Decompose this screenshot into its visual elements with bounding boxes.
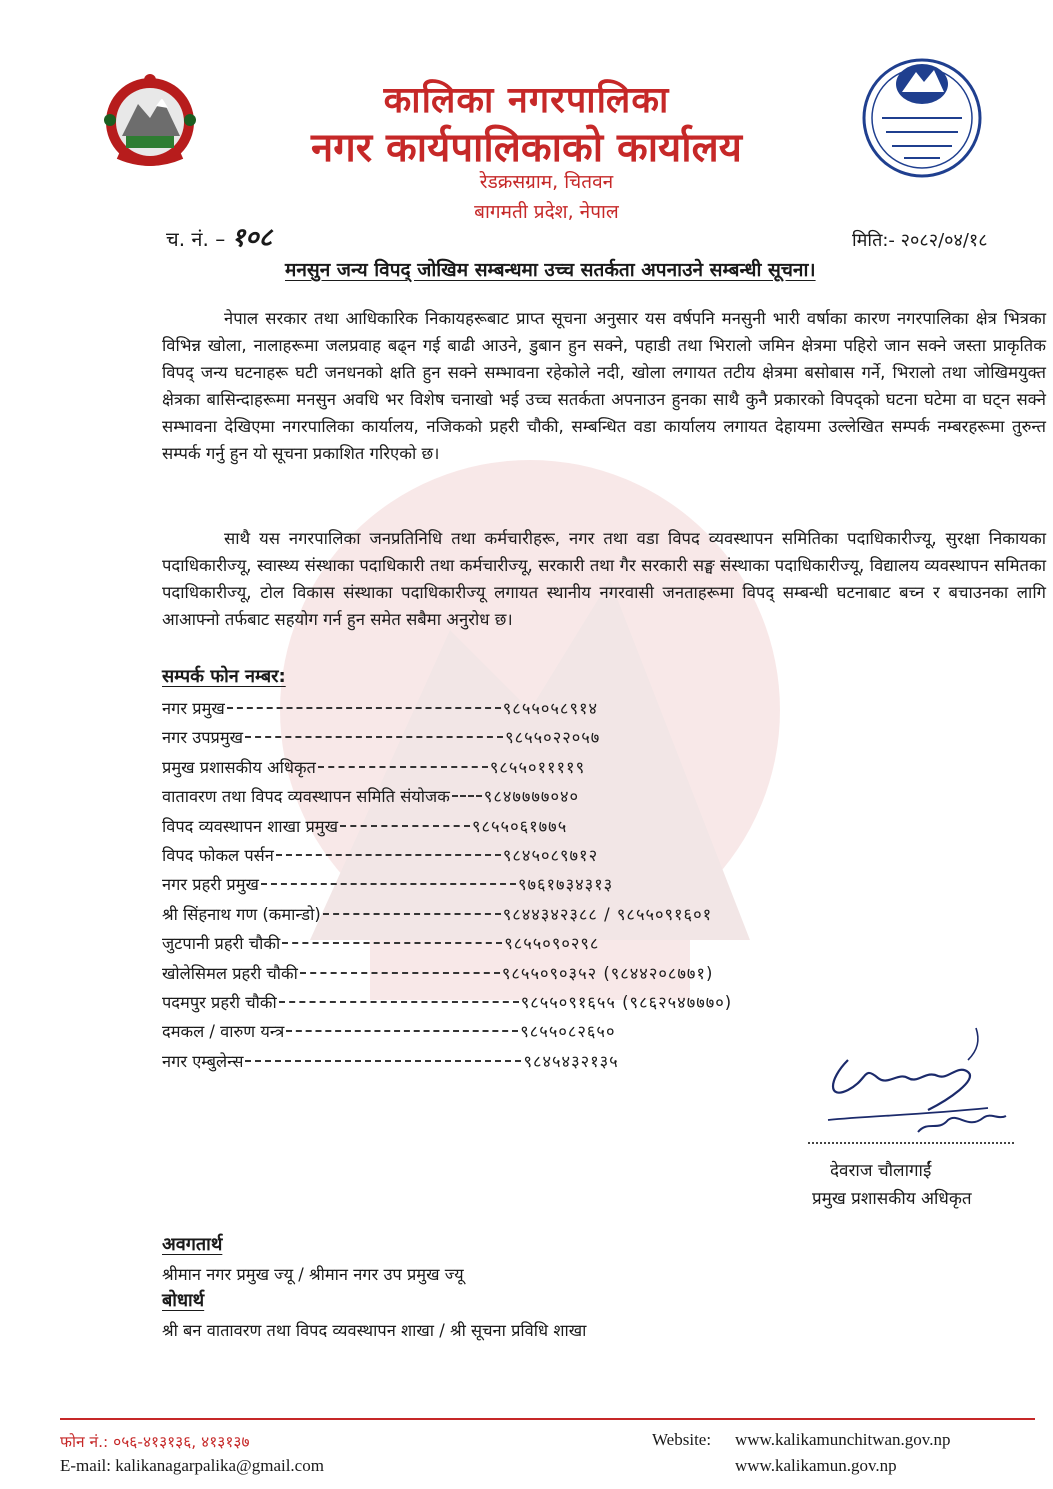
notice-paragraph: नेपाल सरकार तथा आधिकारिक निकायहरूबाट प्राप्त सूचना अनुसार यस वर्षपनि मनसुनी भारी वर्षाका कारण नगरपालिका क्षेत्र भित्रका विभिन्न खोला, नालाहरूमा जलप्रवाह बढ्न गई बाढी आउने, डुबान हुन सक्ने, पहाडी तथा भिरालो जमिन क्षेत्रमा पहिरो जान सक्ने जस्ता प्राकृतिक विपद् जन्य घटनाहरू घटी जनधनको क्षति हुन सक्ने सम्भावना रहेकोले नदी, खोला लगायत तटीय क्षेत्रमा बसोबास गर्ने, भिरालो तथा जोखिमयुक्त क्षेत्रका बासिन्दाहरूमा मनसुन अवधि भर विशेष चनाखो भई उच्च सतर्कता अपनाउन हुनका साथै कुनै प्रकारको विपद्को घटना घटेमा वा घट्न सक्ने सम्भावना देखिएमा नगरपालिका कार्यालय, नजिकको प्रहरी चौकी, सम्बन्धित वडा कार्यालय लगायत देहायमा उल्लेखित सम्पर्क नम्बरहरूमा तुरुन्त सम्पर्क गर्नु हुन यो सूचना प्रकाशित गरिएको छ।: [162, 308, 1046, 463]
contact-number: ९८४४३४२३८८ / ९८५५०९१६०१: [502, 904, 713, 924]
footer-website-label: Website:: [652, 1430, 712, 1449]
leader-dots: [286, 1029, 518, 1032]
footer-website-link[interactable]: www.kalikamun.gov.np: [735, 1456, 897, 1475]
contact-row: [162, 1049, 882, 1078]
footer-phone: फोन नं.: ०५६-४१३१३६, ४१३१३७: [60, 1433, 250, 1451]
office-province: बागमती प्रदेश, नेपाल: [474, 201, 619, 223]
contact-label: दमकल / वारुण यन्त्र: [162, 1022, 285, 1042]
contact-label: पदमपुर प्रहरी चौकी: [162, 992, 277, 1012]
signatory-title: प्रमुख प्रशासकीय अधिकृत: [812, 1189, 972, 1209]
contact-label: श्री सिंहनाथ गण (कमान्डो): [162, 904, 321, 924]
contact-number: ९८५५०५८९१४: [502, 699, 599, 718]
cc-action-heading: बोधार्थ: [162, 1290, 205, 1311]
leader-dots: [276, 853, 501, 856]
org-name: कालिका नगरपालिका: [383, 80, 670, 121]
contact-number: ९८४५४३२१३५: [523, 1051, 619, 1071]
contact-row: [162, 961, 882, 990]
leader-dots: [340, 824, 470, 827]
leader-dots: [323, 912, 501, 915]
leader-dots: [300, 971, 500, 974]
leader-dots: [245, 1059, 521, 1062]
contact-row: [162, 755, 882, 784]
leader-dots: [452, 794, 482, 797]
contact-number: ९८५५०११११९: [489, 757, 586, 777]
contacts-list: [162, 696, 882, 1078]
footer-website-link[interactable]: www.kalikamunchitwan.gov.np: [735, 1430, 951, 1449]
contact-number: ९८५५०८२६५०: [520, 1022, 616, 1042]
contact-row: [162, 931, 882, 960]
handwritten-signature: [808, 1020, 1018, 1160]
contact-number: ९७६१७३४३१३: [517, 875, 614, 895]
contact-number: ९८५५०९०३५२ (९८४४२०८७७१): [501, 963, 714, 983]
office-seal-stamp: [860, 48, 984, 182]
cc-action-line: श्री बन वातावरण तथा विपद व्यवस्थापन शाखा / श्री सूचना प्रविधि शाखा: [162, 1321, 587, 1340]
footer-divider: [60, 1418, 1035, 1420]
contact-number: ९८५५०६१७७५: [471, 816, 568, 836]
leader-dots: [245, 735, 503, 738]
reference-label: च. नं. –: [166, 227, 226, 251]
contact-row: [162, 843, 882, 872]
contact-row: [162, 990, 882, 1019]
contact-row: [162, 696, 882, 725]
leader-dots: [279, 1000, 519, 1003]
contact-row: [162, 814, 882, 843]
contact-label: नगर प्रमुख: [162, 699, 225, 718]
contact-number: ९८४५०८९७१२: [502, 845, 599, 865]
contacts-heading: सम्पर्क फोन नम्बर:: [162, 666, 286, 687]
reference-handwritten-number: १०८: [231, 223, 273, 253]
contact-label: विपद फोकल पर्सन: [162, 845, 274, 865]
contact-label: वातावरण तथा विपद व्यवस्थापन समिति संयोजक: [162, 787, 450, 807]
leader-dots: [318, 765, 488, 768]
leader-dots: [282, 941, 502, 944]
office-address: रेडक्रसग्राम, चितवन: [479, 171, 614, 193]
contact-number: ९८५५०९१६५५ (९८६२५४७७७०): [520, 992, 733, 1012]
contact-label: प्रमुख प्रशासकीय अधिकृत: [162, 757, 316, 777]
contact-number: ९८५५०२२०५७: [505, 728, 601, 748]
reference-number: [166, 218, 272, 254]
leader-dots: [261, 882, 516, 885]
signature-line: [808, 1142, 1014, 1144]
contact-label: खोलेसिमल प्रहरी चौकी: [162, 963, 298, 983]
contact-label: नगर एम्बुलेन्स: [162, 1051, 244, 1071]
contact-row: [162, 1019, 882, 1048]
notice-date: मिति:- २०८२/०४/१८: [852, 230, 988, 251]
contact-label: नगर उपप्रमुख: [162, 728, 244, 748]
cc-info-line: श्रीमान नगर प्रमुख ज्यू / श्रीमान नगर उप प्रमुख ज्यू: [162, 1265, 464, 1284]
office-name: नगर कार्यपालिकाको कार्यालय: [311, 125, 742, 171]
contact-row: [162, 872, 882, 901]
notice-paragraph: साथै यस नगरपालिका जनप्रतिनिधि तथा कर्मचारीहरू, नगर तथा वडा विपद व्यवस्थापन समितिका पदाधिकारीज्यू, सुरक्षा निकायका पदाधिकारीज्यू, स्वास्थ्य संस्थाका पदाधिकारी तथा कर्मचारीज्यू, सरकारी तथा गैर सरकारी सङ्घ संस्थाका पदाधिकारीज्यू, विद्यालय व्यवस्थापन समितका पदाधिकारीज्यू, टोल विकास संस्थाका पदाधिकारीज्यू लगायत स्थानीय नगरवासी जनताहरूमा विपद् सम्बन्धी घटनाबाट बच्न र बचाउनका लागि आआफ्नो तर्फबाट सहयोग गर्न हुन समेत सबैमा अनुरोध छ।: [162, 528, 1046, 629]
footer-email[interactable]: E-mail: kalikanagarpalika@gmail.com: [60, 1456, 324, 1475]
contact-row: [162, 784, 882, 813]
contact-number: ९८४७७७७०४०: [483, 787, 580, 807]
contact-row: [162, 902, 882, 931]
contact-number: ९८५५०९०२९८: [504, 934, 600, 954]
contact-label: नगर प्रहरी प्रमुख: [162, 875, 259, 895]
notice-subject: मनसुन जन्य विपद् जोखिम सम्बन्धमा उच्च सतर्कता अपनाउने सम्बन्धी सूचना।: [285, 259, 816, 281]
signatory-name: देवराज चौलागाईं: [830, 1161, 932, 1181]
cc-info-heading: अवगतार्थ: [162, 1234, 223, 1255]
leader-dots: [227, 706, 501, 709]
contact-label: जुटपानी प्रहरी चौकी: [162, 934, 281, 954]
contact-label: विपद व्यवस्थापन शाखा प्रमुख: [162, 816, 338, 836]
contact-row: [162, 725, 882, 754]
